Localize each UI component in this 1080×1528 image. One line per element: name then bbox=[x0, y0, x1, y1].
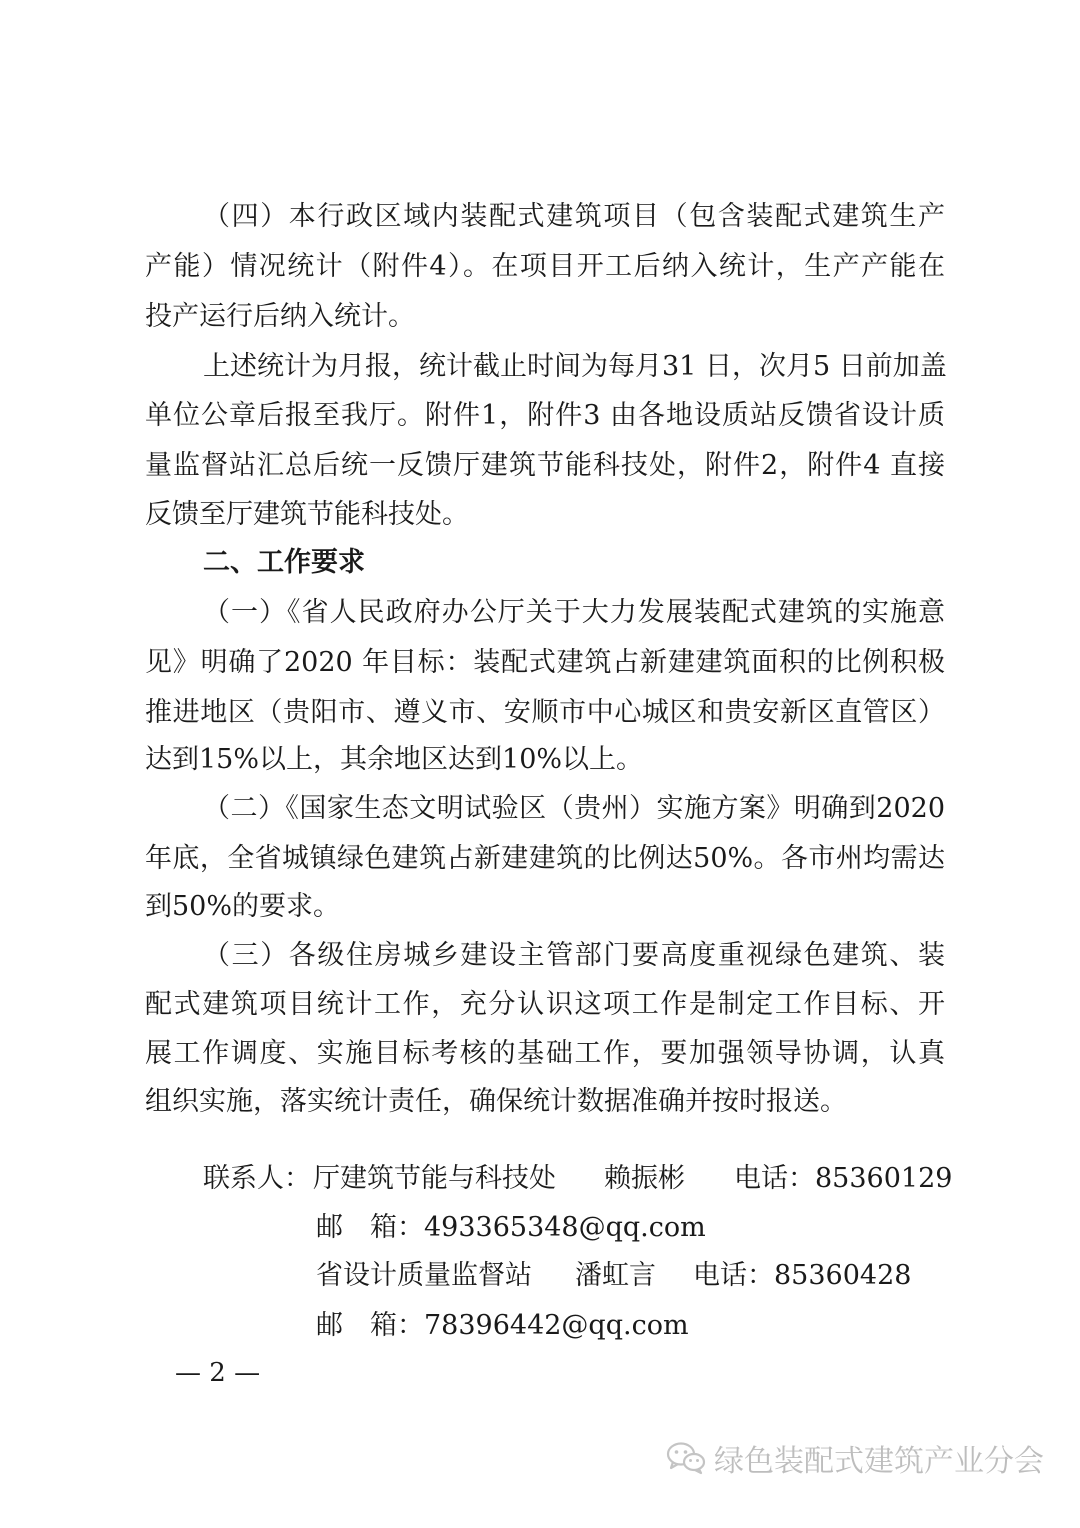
contact-email: 邮 箱：493365348@qq.com bbox=[316, 1212, 706, 1243]
contact-phone: 电话：85360129 bbox=[734, 1163, 953, 1194]
paragraph-line: （三）各级住房城乡建设主管部门要高度重视绿色建筑、装 bbox=[203, 940, 945, 971]
paragraph-line: （四）本行政区域内装配式建筑项目（包含装配式建筑生产 bbox=[203, 201, 945, 232]
watermark bbox=[666, 1433, 1044, 1483]
paragraph-line: 见》明确了2020 年目标：装配式建筑占新建建筑面积的比例积极 bbox=[145, 647, 945, 678]
paragraph-line: 年底，全省城镇绿色建筑占新建建筑的比例达50%。各市州均需达 bbox=[145, 843, 945, 874]
contact-department: 省设计质量监督站 bbox=[316, 1260, 532, 1291]
page-number: — 2 — bbox=[175, 1358, 261, 1388]
paragraph-line: 到50%的要求。 bbox=[145, 891, 341, 922]
contact-phone: 电话：85360428 bbox=[693, 1260, 912, 1291]
paragraph-line: 反馈至厅建筑节能科技处。 bbox=[145, 499, 469, 530]
paragraph-line: 达到15%以上，其余地区达到10%以上。 bbox=[145, 744, 644, 775]
paragraph-line: 量监督站汇总后统一反馈厅建筑节能科技处，附件2，附件4 直接 bbox=[145, 450, 945, 481]
section-heading: 二、工作要求 bbox=[203, 547, 365, 578]
paragraph-line: （二）《国家生态文明试验区（贵州）实施方案》明确到2020 bbox=[203, 793, 945, 824]
wechat-icon bbox=[666, 1441, 706, 1475]
paragraph-line: （一）《省人民政府办公厅关于大力发展装配式建筑的实施意 bbox=[203, 597, 945, 628]
contact-email: 邮 箱：78396442@qq.com bbox=[316, 1310, 689, 1341]
watermark-text: 绿色装配式建筑产业分会 bbox=[714, 1444, 1044, 1479]
paragraph-line: 配式建筑项目统计工作，充分认识这项工作是制定工作目标、开 bbox=[145, 989, 945, 1020]
paragraph-line: 上述统计为月报，统计截止时间为每月31 日，次月5 日前加盖 bbox=[203, 351, 947, 382]
contact-department: 厅建筑节能与科技处 bbox=[313, 1163, 556, 1194]
paragraph-line: 推进地区（贵阳市、遵义市、安顺市中心城区和贵安新区直管区） bbox=[145, 697, 945, 728]
paragraph-line: 组织实施，落实统计责任，确保统计数据准确并按时报送。 bbox=[145, 1086, 847, 1117]
contact-label: 联系人： bbox=[203, 1163, 311, 1194]
paragraph-line: 展工作调度、实施目标考核的基础工作，要加强领导协调，认真 bbox=[145, 1038, 945, 1069]
paragraph-line: 投产运行后纳入统计。 bbox=[145, 301, 415, 332]
paragraph-line: 产能）情况统计（附件4）。在项目开工后纳入统计，生产产能在 bbox=[145, 251, 945, 282]
contact-name: 潘虹言 bbox=[575, 1260, 656, 1291]
contact-name: 赖振彬 bbox=[604, 1163, 685, 1194]
paragraph-line: 单位公章后报至我厅。附件1，附件3 由各地设质站反馈省设计质 bbox=[145, 400, 945, 431]
